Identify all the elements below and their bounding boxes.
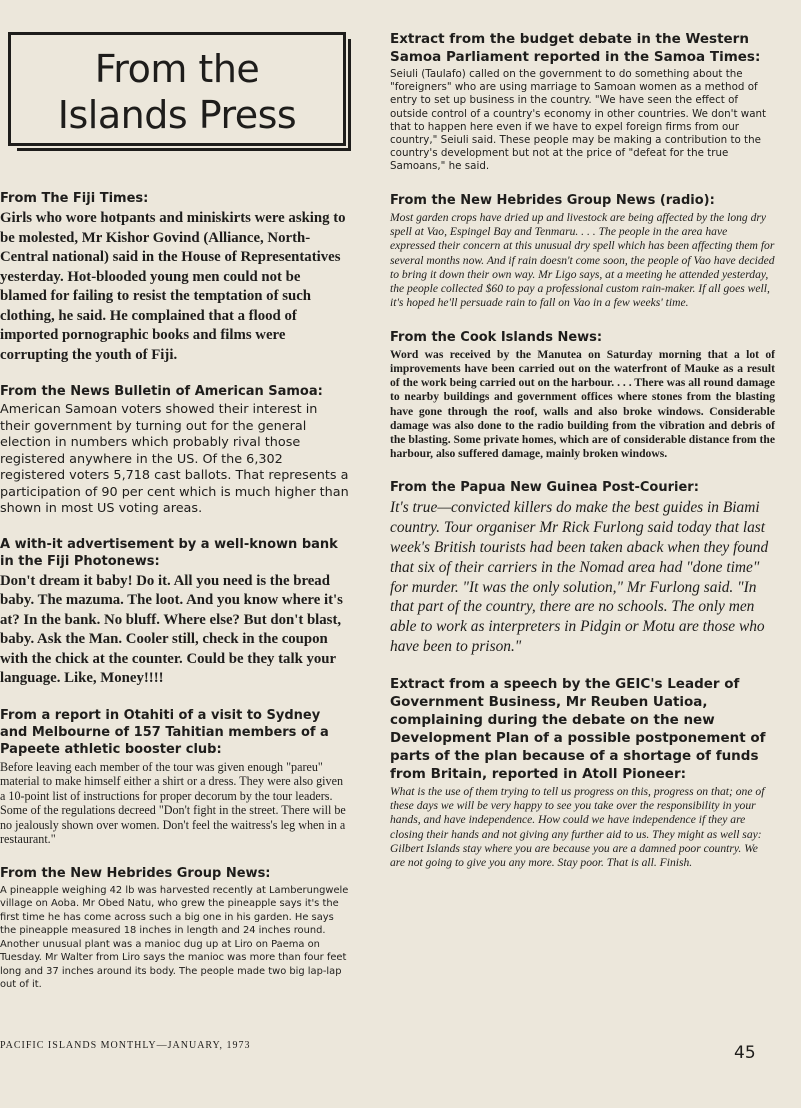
otahiti-item (0, 707, 350, 848)
fiji-times-heading: From The Fiji Times: (0, 191, 149, 206)
post-courier-item (390, 479, 775, 656)
new-hebrides-radio-text: Most garden crops have dried up and livestock are being affected by the long dry spell at Vao, Espingel Bay and Tenmaru. . . . The people in the area have expressed their concern at this unusual dry spell which has been affecting them for several months now. And if rain doesn't come soon, the people of Vao have decided to bring it down their own way. Mr Ligo says, at a meeting he attended yesterday, the people collected $60 to pay a professional custom rain-maker. If all goes well, it's hoped he'll persuade rain to fall on Vao in a few weeks' time. (390, 210, 775, 310)
new-hebrides-pineapple-text: A pineapple weighing 42 lb was harvested recently at Lamberungwele village on Aoba. Mr Obed Natu, who grew the pineapple says it's the first time he has come across such a big one in his garden. He says the pineapple measured 18 inches in length and 24 inches round. Another unusual plant was a manioc dug up at Liro on Paema on Tuesday. Mr Walter from Liro says the manioc was more than four feet long and 37 inches around its body. The people made two big lap-lap out of it. (0, 885, 349, 990)
bank-advert-heading: A with-it advertisement by a well-known bank in the Fiji Photonews: (0, 536, 343, 569)
american-samoa-heading: From the News Bulletin of American Samoa: (0, 384, 323, 399)
fiji-times-item (0, 190, 350, 365)
footer-masthead: PACIFIC ISLANDS MONTHLY—JANUARY, 1973 (0, 1040, 251, 1051)
atoll-pioneer-heading: Extract from a speech by the GEIC's Leader of Government Business, Mr Reuben Uatioa, complaining during the debate on the new Development Plan of a possible postponement of parts of the plan because of a shortage of funds from Britain, reported in Atoll Pioneer: (390, 675, 771, 782)
bank-advert-text: Don't dream it baby! Do it. All you need is the bread baby. The mazuma. The loot. And you know where it's at? In the bank. No bluff. Where else? But don't blast, baby. Ask the Man. Cooler still, check in the coupon with the chick at the counter. Could be they talk your language. Like, Money!!!! (0, 572, 343, 686)
title-box (8, 32, 346, 146)
american-samoa-item (0, 383, 350, 518)
samoa-times-text: Seiuli (Taulafo) called on the government to do something about the "foreigners" who are using marriage to Samoan women as a method of entry to set up business in the country. "We have seen the effect of outside control of a country's economy in other countries. We don't want that to happen here even if we have to expel foreign firms from our country," Seiuli said. These people may be making a contribution to the country's development but not at the price of "defeat for the true Samoans," he said. (390, 68, 767, 173)
new-hebrides-pineapple-heading: From the New Hebrides Group News: (0, 866, 271, 882)
bank-advert-item (0, 536, 350, 689)
cook-islands-text: Word was received by the Manutea on Saturday morning that a lot of improvements have been carried out on the waterfront of Mauke as a result of the work being carried out on the harbour. . . . There was all round damage to nearby buildings and government offices where stones from the blasting have gone through the roof, walls and also broke windows. Considerable damage was also done to the radio building from the vibration and debris of the blasting. Some private homes, which are of considerable distance from the harbour, also suffered damage, mainly broken windows. (390, 347, 775, 461)
page-number: 45 (734, 1043, 756, 1063)
american-samoa-text: American Samoan voters showed their interest in their government by turning out for the general election in numbers which probably rival those registered anywhere in the US. Of the 6,302 registered voters 5,718 cast ballots. That represents a participation of 90 per cent which is much higher than shown in most US voting areas. (0, 402, 349, 516)
atoll-pioneer-text: What is the use of them trying to tell us progress on this, progress on that; one of these days we will be very happy to see you take over the responsibility in your hands, and have independence. How could we have independence if they are closing their hands and not giving any further aid to us. They might as well say: Gilbert Islands stay where you are because you are a damned poor country. We are not going to give you any more. Stay poor. That is all. Finish. (390, 784, 765, 870)
cook-islands-heading: From the Cook Islands News: (390, 329, 603, 345)
post-courier-heading: From the Papua New Guinea Post-Courier: (390, 480, 699, 496)
cook-islands-item (390, 329, 775, 462)
post-courier-text: It's true—convicted killers do make the best guides in Biami country. Tour organiser Mr Rick Furlong said today that last week's British tourists had been taken aback when they found that six of their carriers in the Nomad area had "done time" for murder. "It was the only solution," Mr Furlong said. "In that part of the country, there are no schools. The only men able to work as interpreters in Pidgin or Motu are those who have been to prison." (390, 499, 769, 655)
fiji-times-text: Girls who wore hotpants and miniskirts were asking to be molested, Mr Kishor Govind (Alliance, North-Central national) said in the House of Representatives yesterday. Hot-blooded young men could not be blamed for failing to resist the temptation of such clothing, he said. He complained that a flood of imported pornographic books and films were corrupting the youth of Fiji. (0, 210, 346, 363)
samoa-times-item (390, 30, 775, 174)
otahiti-text: Before leaving each member of the tour was given enough "pareu" material to make himself either a shirt or a dress. They were also given a 10-point list of instructions for proper decorum by the tour leaders. Some of the regulations decreed "Don't fight in the street. There will be no jealously shown over women. Don't feel the waitress's leg when in a restaurant." (0, 759, 346, 847)
otahiti-heading: From a report in Otahiti of a visit to Sydney and Melbourne of 157 Tahitian members of a Papeete athletic booster club: (0, 707, 334, 757)
page-title-line-2: Islands Press (57, 93, 297, 137)
right-column (390, 30, 775, 888)
left-column (0, 190, 350, 1009)
atoll-pioneer-item (390, 675, 775, 871)
new-hebrides-radio-item (390, 192, 775, 311)
new-hebrides-pineapple-item (0, 865, 350, 991)
samoa-times-heading: Extract from the budget debate in the Western Samoa Parliament reported in the Samoa Times: (390, 31, 761, 65)
new-hebrides-radio-heading: From the New Hebrides Group News (radio): (390, 192, 715, 208)
page-title-line-1: From the (94, 47, 260, 91)
